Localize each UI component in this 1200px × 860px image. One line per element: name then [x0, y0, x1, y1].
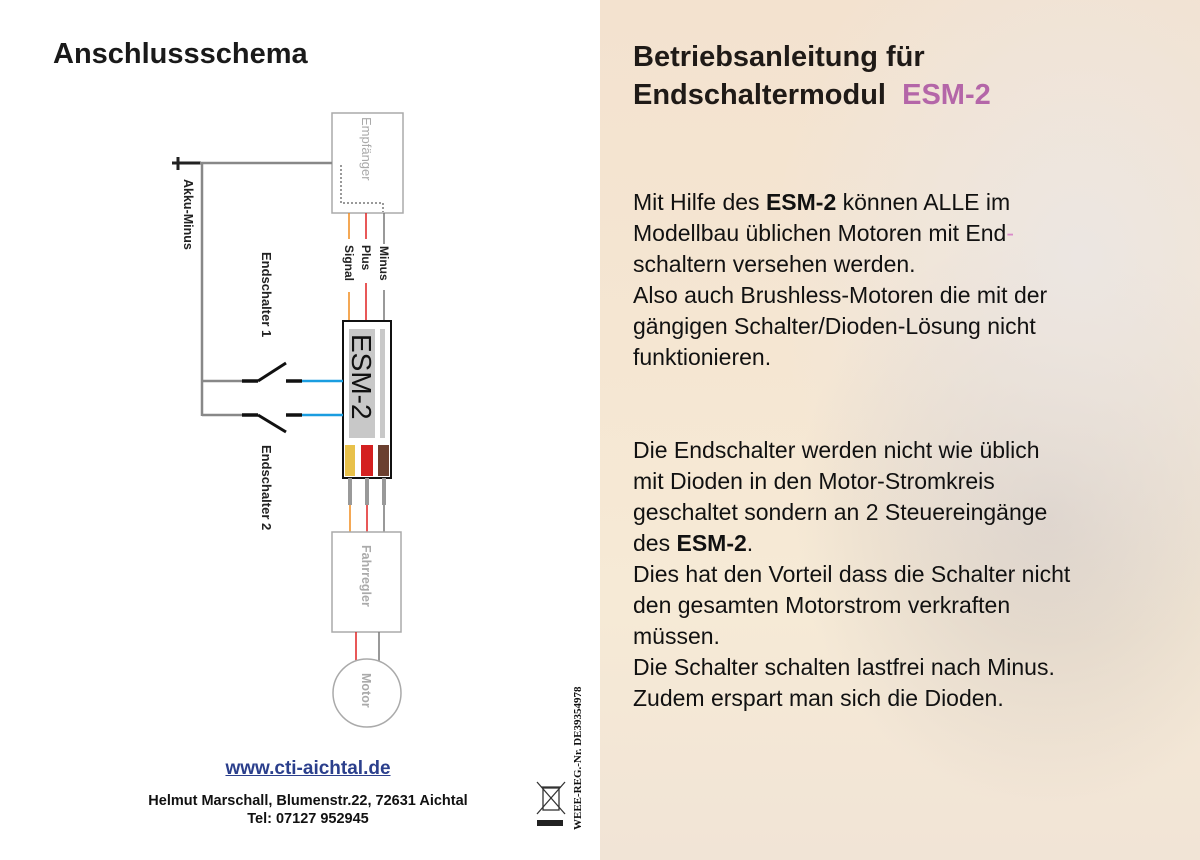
text: Die Schalter schalten lastfrei nach Minus. — [633, 654, 1055, 680]
intro-paragraph — [633, 187, 1047, 373]
module-label: ESM-2 — [346, 334, 377, 420]
pin-brown — [378, 445, 389, 476]
text: Modellbau üblichen Motoren mit End — [633, 220, 1007, 246]
module-stripe — [380, 329, 385, 438]
right-panel — [600, 0, 1200, 860]
title-text: Endschaltermodul — [633, 79, 886, 111]
product-name: ESM-2 — [902, 79, 991, 111]
text: Mit Hilfe des — [633, 189, 766, 215]
text: schaltern versehen werden. — [633, 251, 916, 277]
hyphen: - — [1006, 220, 1014, 246]
motor-label: Motor — [359, 673, 373, 708]
schematic-title: Anschlussschema — [53, 38, 308, 70]
limit-switch-2 — [202, 415, 343, 432]
text: den gesamten Motorstrom verkraften — [633, 592, 1011, 618]
pin-red — [361, 445, 373, 476]
weee-registration: WEEE-REG.-Nr. DE39354978 — [572, 686, 584, 830]
details-paragraph — [633, 435, 1070, 714]
product-name: ESM-2 — [676, 530, 747, 556]
text: Zudem erspart man sich die Dioden. — [633, 685, 1004, 711]
minus-label: Minus — [377, 246, 391, 281]
title-line-1: Betriebsanleitung für — [633, 41, 925, 73]
contact-block — [0, 792, 616, 828]
text: gängigen Schalter/Dioden-Lösung nicht — [633, 313, 1036, 339]
plus-label: Plus — [359, 245, 373, 271]
limit-switch-1 — [202, 363, 343, 381]
title-line-2 — [633, 76, 991, 114]
receiver-label: Empfänger — [359, 117, 374, 181]
website-link[interactable]: www.cti-aichtal.de — [225, 758, 391, 779]
manual-title — [633, 38, 991, 114]
text: funktionieren. — [633, 344, 772, 370]
address-text: Helmut Marschall, Blumenstr.22, 72631 Aichtal — [148, 793, 468, 809]
weee-bin-icon — [535, 780, 567, 830]
pin-yellow — [345, 445, 355, 476]
text: Also auch Brushless-Motoren die mit der — [633, 282, 1048, 308]
akku-minus-label: Akku-Minus — [181, 179, 195, 250]
text: Dies hat den Vorteil dass die Schalter nicht — [633, 561, 1071, 587]
wiring-diagram — [0, 0, 600, 740]
switch1-label: Endschalter 1 — [259, 252, 274, 338]
text: des — [633, 530, 677, 556]
product-name: ESM-2 — [765, 189, 837, 215]
text: können ALLE im — [836, 189, 1011, 215]
text: mit Dioden in den Motor-Stromkreis — [633, 468, 995, 494]
text: Die Endschalter werden nicht wie üblich — [633, 437, 1040, 463]
phone-text: Tel: 07127 952945 — [247, 811, 369, 827]
text: müssen. — [633, 623, 720, 649]
speed-controller-label: Fahrregler — [359, 545, 373, 607]
text: geschaltet sondern an 2 Steuereingänge — [633, 499, 1048, 525]
text: . — [746, 530, 754, 556]
signal-label: Signal — [342, 245, 356, 282]
switch2-label: Endschalter 2 — [259, 445, 274, 531]
